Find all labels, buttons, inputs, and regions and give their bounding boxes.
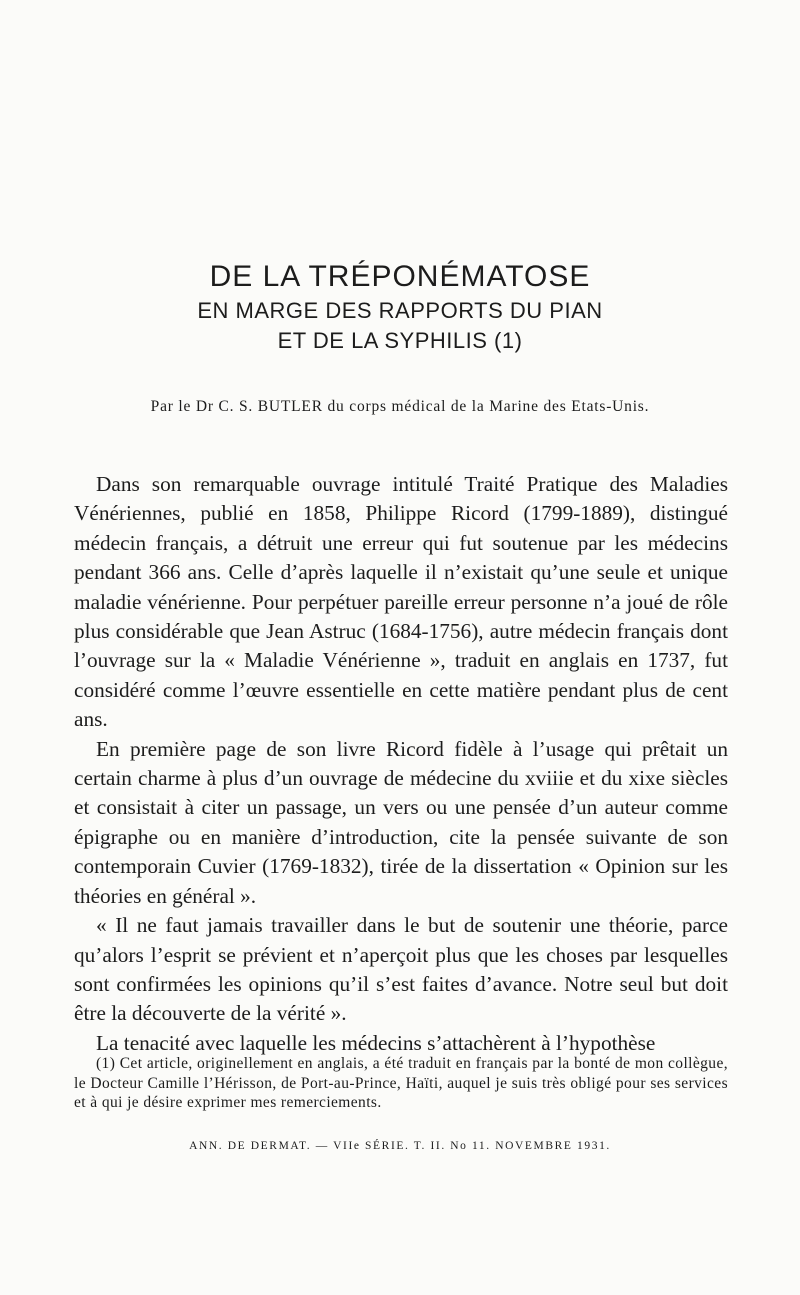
footnote-text: (1) Cet article, originellement en anglais, a été traduit en français par la bonté de mon collègue, le Docteur Camille l’Hérisson, de Port-au-Prince, Haïti, auquel je suis très obligé pour ses services et à qui je désire exprimer mes remerciements.: [74, 1055, 728, 1112]
article-title-block: [0, 258, 800, 356]
article-body: [74, 470, 728, 1058]
article-title: DE LA TRÉPONÉMATOSE: [209, 260, 591, 293]
paragraph-4: La tenacité avec laquelle les médecins s’attachèrent à l’hypothèse: [96, 1030, 656, 1055]
paragraph-2: En première page de son livre Ricord fidèle à l’usage qui prêtait un certain charme à plus d’un ouvrage de médecine du xviiie et du xixe siècles et consistait à citer un passage, un vers ou une pensée d’un auteur comme épigraphe ou en manière d’introduction, cite la pensée suivante de son contemporain Cuvier (1769-1832), tirée de la dissertation « Opinion sur les théories en général ».: [74, 736, 728, 908]
paragraph-3: « Il ne faut jamais travailler dans le but de soutenir une théorie, parce qu’alors l’esprit se prévient et n’aperçoit plus que les choses par lesquelles sont confirmées les opinions qu’il s’est faites d’avance. Notre seul but doit être la découverte de la vérité ».: [74, 913, 728, 1026]
article-subtitle-line1: EN MARGE DES RAPPORTS DU PIAN: [197, 298, 603, 323]
running-footer: ANN. DE DERMAT. — VIIe SÉRIE. T. II. No 11. NOVEMBRE 1931.: [189, 1140, 611, 1152]
paragraph-1: Dans son remarquable ouvrage intitulé Traité Pratique des Maladies Vénériennes, publié en 1858, Philippe Ricord (1799-1889), distingué médecin français, a détruit une erreur qui fut soutenue par les médecins pendant 366 ans. Celle d’après laquelle il n’existait qu’une seule et unique maladie vénérienne. Pour perpétuer pareille erreur personne n’a joué de rôle plus considérable que Jean Astruc (1684-1756), autre médecin français dont l’ouvrage sur la « Maladie Vénérienne », traduit en anglais en 1737, fut considéré comme l’œuvre essentielle en cette matière pendant plus de cent ans.: [74, 472, 728, 732]
author-line: Par le Dr C. S. BUTLER du corps médical de la Marine des Etats-Unis.: [150, 398, 650, 415]
footnote: [74, 1054, 728, 1113]
article-subtitle-line2: ET DE LA SYPHILIS (1): [277, 328, 523, 353]
